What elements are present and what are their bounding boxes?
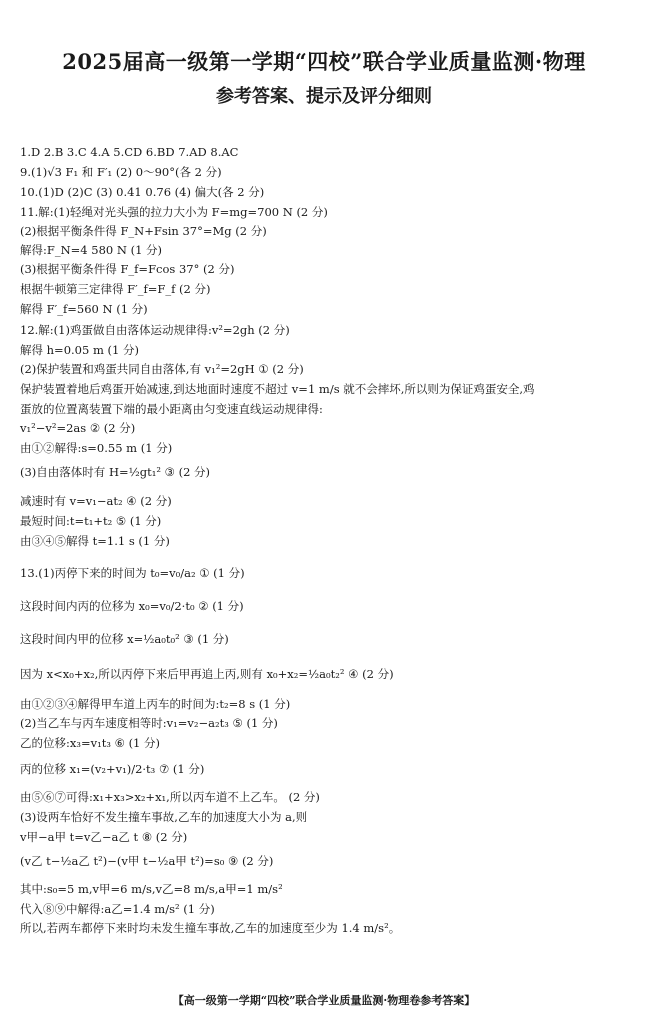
answer-line: 10.(1)D (2)C (3) 0.41 0.76 (4) 偏大(各 2 分) (20, 185, 265, 199)
answer-line: 12.解:(1)鸡蛋做自由落体运动规律得:v²=2gh (2 分) (20, 323, 290, 337)
answer-line: 减速时有 v=v₁−at₂ ④ (2 分) (20, 494, 172, 508)
answer-line: (v乙 t−½a乙 t²)−(v甲 t−½a甲 t²)=s₀ ⑨ (2 分) (20, 854, 274, 868)
page-subtitle: 参考答案、提示及评分细则 (216, 86, 432, 107)
answer-line: 根据牛顿第三定律得 F′_f=F_f (2 分) (20, 282, 211, 296)
answer-line: 由①②解得:s=0.55 m (1 分) (20, 441, 173, 455)
answer-line: 由①②③④解得甲车道上丙车的时间为:t₂=8 s (1 分) (20, 697, 291, 711)
answer-line: 其中:s₀=5 m,v甲=6 m/s,v乙=8 m/s,a甲=1 m/s² (20, 882, 283, 896)
answer-line: 11.解:(1)轻绳对光头强的拉力大小为 F=mg=700 N (2 分) (20, 205, 328, 219)
page-title: 2025届高一级第一学期“四校”联合学业质量监测·物理 (62, 49, 586, 74)
answer-line: 解得 h=0.05 m (1 分) (20, 343, 139, 357)
page-footer: 【高一级第一学期“四校”联合学业质量监测·物理卷参考答案】 (172, 994, 476, 1007)
answer-line: (3)设两车恰好不发生撞车事故,乙车的加速度大小为 a,则 (20, 810, 308, 824)
answer-line: 这段时间内丙的位移为 x₀=v₀/2·t₀ ② (1 分) (20, 599, 244, 613)
answer-line: 乙的位移:x₃=v₁t₃ ⑥ (1 分) (20, 736, 161, 750)
answer-line: 由⑤⑥⑦可得:x₁+x₃>x₂+x₁,所以丙车道不上乙车。 (2 分) (20, 790, 320, 804)
answer-line: 蛋放的位置离装置下端的最小距离由匀变速直线运动规律得: (20, 402, 323, 416)
answer-line: 解得 F′_f=560 N (1 分) (20, 302, 148, 316)
answer-line: 丙的位移 x₁=(v₂+v₁)/2·t₃ ⑦ (1 分) (20, 762, 205, 776)
answer-line: 因为 x<x₀+x₂,所以丙停下来后甲再追上丙,则有 x₀+x₂=½a₀t₂² ④ (2 分) (20, 667, 394, 681)
answer-line: 解得:F_N=4 580 N (1 分) (20, 243, 163, 257)
answer-line: 这段时间内甲的位移 x=½a₀t₀² ③ (1 分) (20, 632, 229, 646)
answer-line: 所以,若两车都停下来时均未发生撞车事故,乙车的加速度至少为 1.4 m/s²。 (20, 921, 401, 935)
answer-line: 由③④⑤解得 t=1.1 s (1 分) (20, 534, 170, 548)
answer-line: v甲−a甲 t=v乙−a乙 t ⑧ (2 分) (20, 830, 188, 844)
answer-line: 13.(1)丙停下来的时间为 t₀=v₀/a₂ ① (1 分) (20, 566, 245, 580)
answer-line: (2)当乙车与丙车速度相等时:v₁=v₂−a₂t₃ ⑤ (1 分) (20, 716, 278, 730)
answer-line: 代入⑧⑨中解得:a乙=1.4 m/s² (1 分) (20, 902, 215, 916)
answer-line: 9.(1)√3 F₁ 和 F′₁ (2) 0～90°(各 2 分) (20, 165, 222, 179)
answer-line: (3)根据平衡条件得 F_f=Fcos 37° (2 分) (20, 262, 235, 276)
answer-line: v₁²−v²=2as ② (2 分) (20, 421, 136, 435)
answer-line: 最短时间:t=t₁+t₂ ⑤ (1 分) (20, 514, 162, 528)
answer-line: 保护装置着地后鸡蛋开始减速,到达地面时速度不超过 v=1 m/s 就不会摔坏,所以则为保证鸡蛋安全,鸡 (20, 382, 535, 396)
answer-line: (3)自由落体时有 H=½gt₁² ③ (2 分) (20, 465, 211, 479)
answer-line: 1.D 2.B 3.C 4.A 5.CD 6.BD 7.AD 8.AC (20, 145, 239, 159)
answer-line: (2)根据平衡条件得 F_N+Fsin 37°=Mg (2 分) (20, 224, 267, 238)
answer-line: (2)保护装置和鸡蛋共同自由落体,有 v₁²=2gH ① (2 分) (20, 362, 304, 376)
